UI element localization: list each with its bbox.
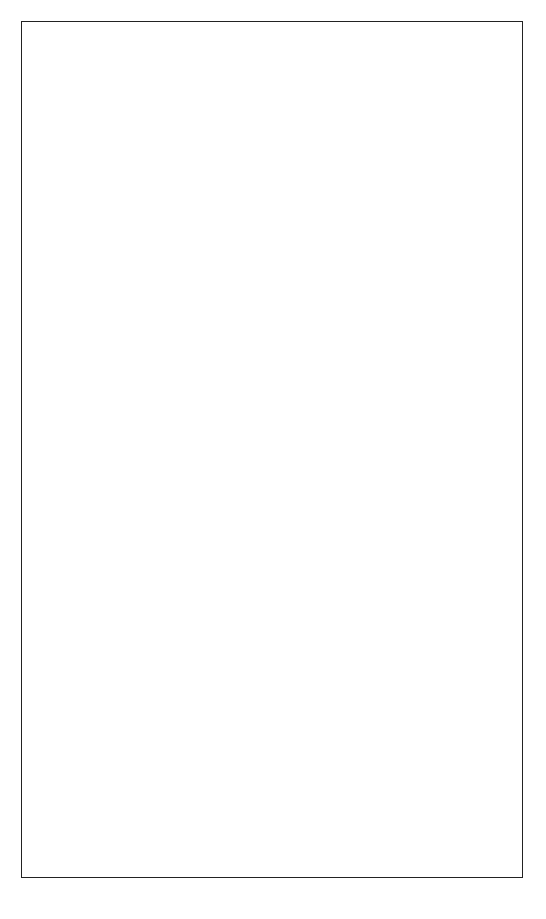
page-frame — [21, 21, 523, 878]
